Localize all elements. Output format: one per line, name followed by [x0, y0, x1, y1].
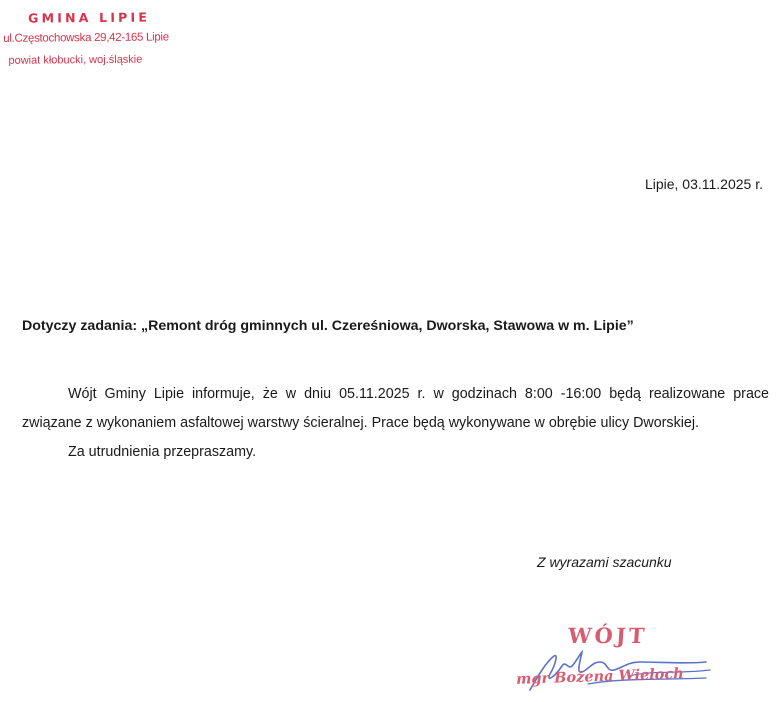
signature-stamp	[500, 612, 740, 702]
letter-subject: Dotyczy zadania: „Remont dróg gminnych ul. Czereśniowa, Dworska, Stawowa w m. Lipie”	[22, 318, 634, 334]
stamp-region: powiat kłobucki, woj.śląskie	[8, 53, 143, 67]
letter-date: Lipie, 03.11.2025 r.	[644, 176, 763, 192]
gmina-header-stamp	[0, 7, 200, 67]
signature-stamp-name: mgr Bożena Wieloch	[515, 665, 685, 688]
body-paragraph-2: Za utrudnienia przepraszamy.	[68, 444, 257, 460]
body-paragraph-1: Wójt Gminy Lipie informuje, że w dniu 05.11.2025 r. w godzinach 8:00 -16:00 będą realizowane prace związane z wykonaniem asfaltowej warstwy ścieralnej. Prace będą wykonywane w obrębie ulicy Dworskiej.	[22, 386, 769, 431]
letter-body	[22, 380, 769, 467]
signature-stamp-title: WÓJT	[567, 623, 649, 648]
stamp-address: ul.Częstochowska 29,42-165 Lipie	[3, 31, 169, 45]
stamp-title: GMINA LIPIE	[28, 9, 151, 26]
closing-regards: Z wyrazami szacunku	[537, 554, 672, 570]
